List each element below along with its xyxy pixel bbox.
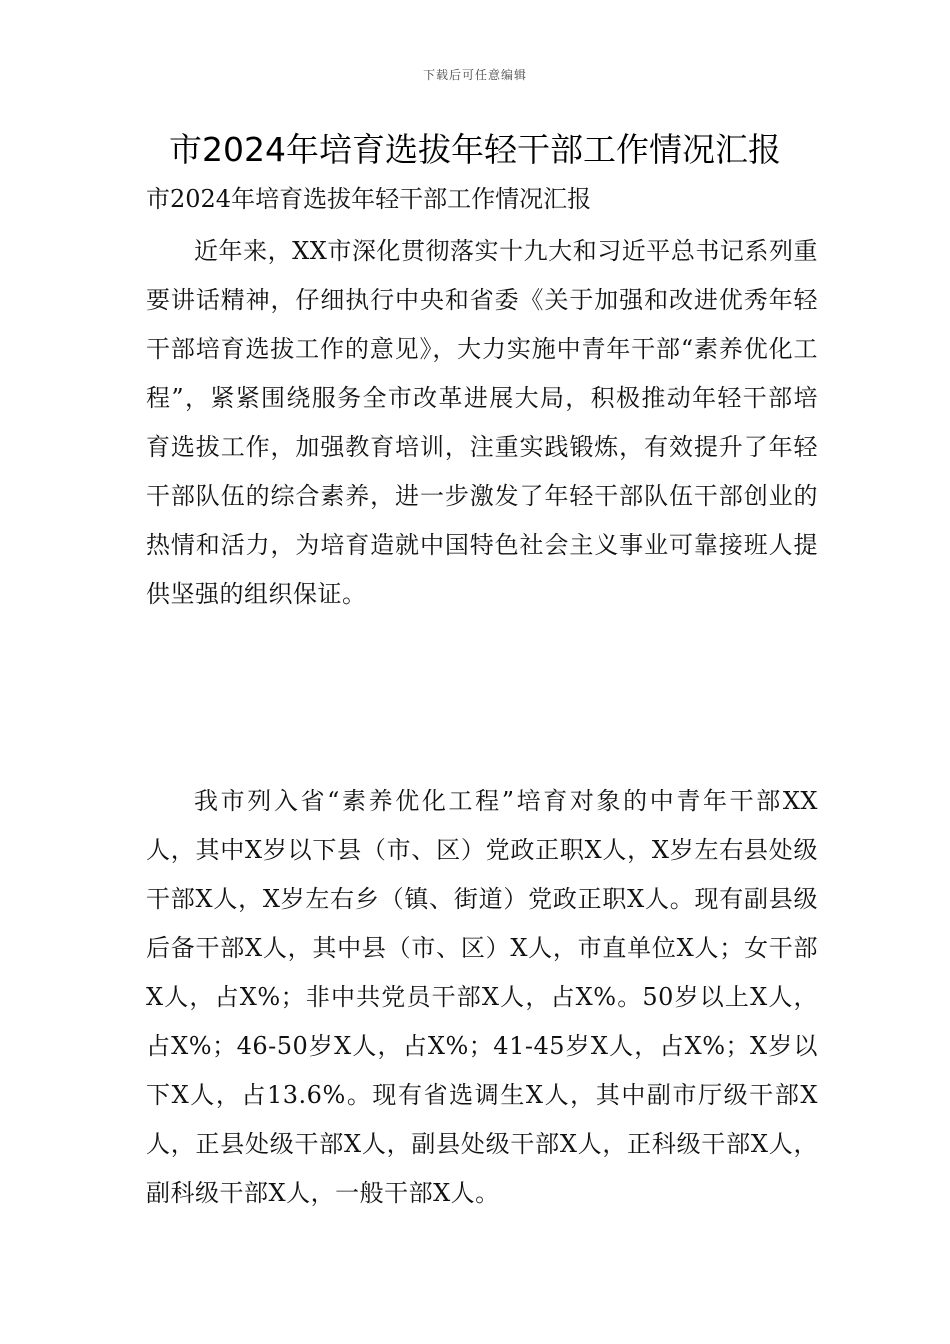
paragraph-statistics: 我市列入省“素养优化工程”培育对象的中青年干部XX人，其中X岁以下县（市、区）党政正职X人，X岁左右县处级干部X人，X岁左右乡（镇、街道）党政正职X人。现有副县级后备干部X人，其中县（市、区）X人，市直单位X人；女干部X人，占X%；非中共党员干部X人，占X%。50岁以上X人，占X%；46-50岁X人，占X%；41-45岁X人，占X%；X岁以下X人，占13.6%。现有省选调生X人，其中副市厅级干部X人，正县处级干部X人，副县处级干部X人，正科级干部X人，副科级干部X人，一般干部X人。 — [146, 787, 818, 1207]
document-subtitle: 市2024年培育选拔年轻干部工作情况汇报 — [146, 185, 592, 213]
header-note: 下载后可任意编辑 — [422, 68, 527, 82]
paragraph-intro: 近年来，XX市深化贯彻落实十九大和习近平总书记系列重要讲话精神，仔细执行中央和省委《关于加强和改进优秀年轻干部培育选拔工作的意见》，大力实施中青年干部“素养优化工程”，紧紧围绕服务全市改革进展大局，积极推动年轻干部培育选拔工作，加强教育培训，注重实践锻炼，有效提升了年轻干部队伍的综合素养，进一步激发了年轻干部队伍干部创业的热情和活力，为培育造就中国特色社会主义事业可靠接班人提供坚强的组织保证。 — [146, 237, 818, 608]
document-title: 市2024年培育选拔年轻干部工作情况汇报 — [169, 130, 781, 169]
